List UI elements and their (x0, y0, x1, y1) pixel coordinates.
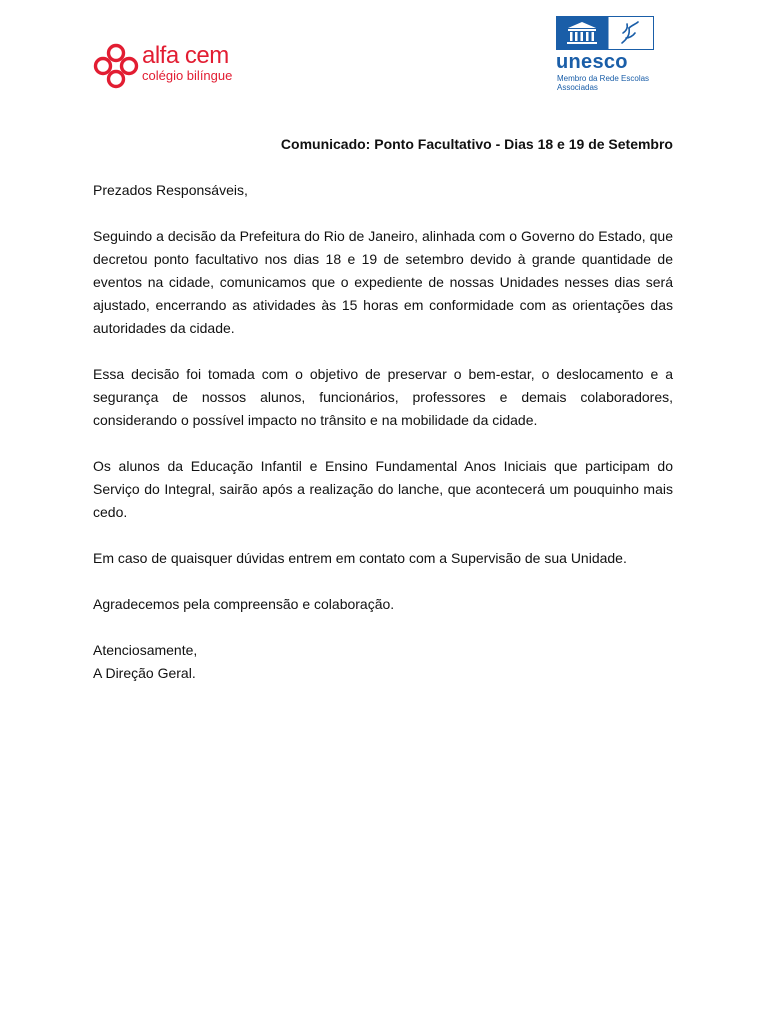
alfa-cem-subtitle: colégio bilíngue (142, 68, 233, 83)
unesco-member-text: Membro da Rede Escolas Associadas (557, 74, 650, 92)
letter-paragraph: Em caso de quaisquer dúvidas entrem em contato com a Supervisão de sua Unidade. (93, 550, 627, 566)
letter-paragraph: Agradecemos pela compreensão e colaboração. (93, 596, 395, 612)
letter-closing: Atenciosamente, (93, 642, 198, 658)
letter-paragraph: Os alunos da Educação Infantil e Ensino Fundamental Anos Iniciais que participam do Serviço do Integral, sairão após a realização do lanche, que acontecerá um pouquinho mais cedo. (93, 458, 673, 520)
letterhead (0, 0, 768, 110)
unesco-logo (556, 16, 666, 100)
letter-greeting: Prezados Responsáveis, (93, 182, 248, 198)
alfa-cem-logo (92, 42, 252, 90)
letter-paragraph: Seguindo a decisão da Prefeitura do Rio de Janeiro, alinhada com o Governo do Estado, que decretou ponto facultativo nos dias 18 e 19 de setembro devido à grande quantidade de eventos na cidade, comunicamos que o expediente de nossas Unidades nesses dias será ajustado, encerrando as atividades às 15 horas em conformidade com as orientações das autoridades da cidade. (93, 228, 673, 336)
letter-body (93, 133, 673, 685)
letter-paragraph: Essa decisão foi tomada com o objetivo de preservar o bem-estar, o deslocamento e a segurança de nossos alunos, funcionários, professores e demais colaboradores, considerando o possível impacto no trânsito e na mobilidade da cidade. (93, 366, 673, 428)
letter-signature: A Direção Geral. (93, 665, 196, 681)
unesco-name: unesco (556, 51, 628, 73)
alfa-cem-knot-icon (92, 42, 140, 90)
unesco-temple-emblem-icon (556, 16, 654, 50)
letter-title: Comunicado: Ponto Facultativo - Dias 18 e 19 de Setembro (280, 136, 673, 152)
alfa-cem-name: alfa cem (142, 42, 229, 69)
